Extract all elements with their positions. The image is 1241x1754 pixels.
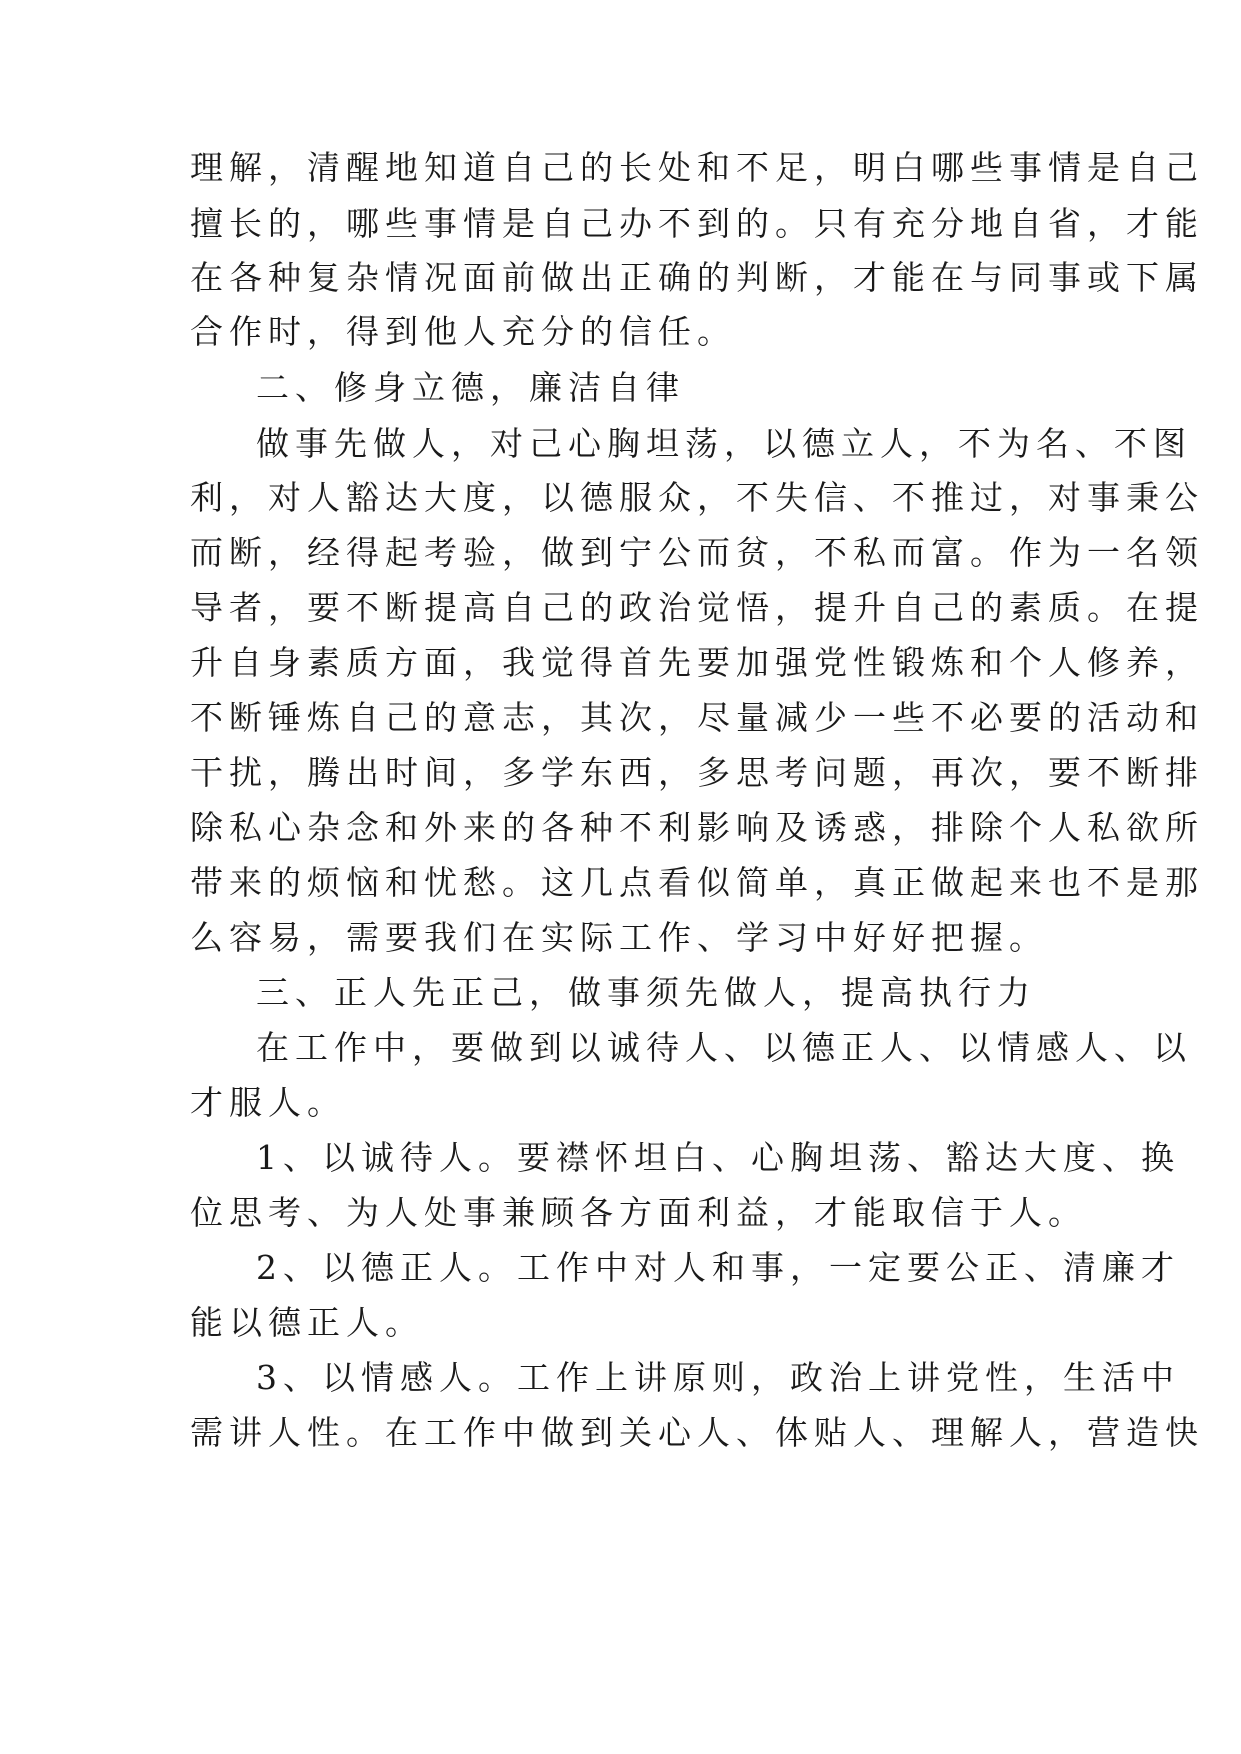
document-page xyxy=(190,0,1204,1754)
section-heading: 二、修身立德，廉洁自律 xyxy=(256,368,685,407)
text-line: 升自身素质方面，我觉得首先要加强党性锻炼和个人修养， xyxy=(190,643,1204,682)
text-line: 合作时，得到他人充分的信任。 xyxy=(190,312,736,351)
text-line: 导者，要不断提高自己的政治觉悟，提升自己的素质。在提 xyxy=(190,588,1204,627)
text-line: 能以德正人。 xyxy=(190,1303,424,1342)
text-line: 才服人。 xyxy=(190,1083,346,1122)
text-line: 么容易，需要我们在实际工作、学习中好好把握。 xyxy=(190,918,1048,957)
text-line: 做事先做人，对己心胸坦荡，以德立人，不为名、不图 xyxy=(256,424,1192,463)
text-line: 而断，经得起考验，做到宁公而贫，不私而富。作为一名领 xyxy=(190,533,1204,572)
section-heading: 三、正人先正己，做事须先做人，提高执行力 xyxy=(256,973,1036,1012)
text-line: 不断锤炼自己的意志，其次，尽量减少一些不必要的活动和 xyxy=(190,698,1204,737)
text-line: 需讲人性。在工作中做到关心人、体贴人、理解人，营造快 xyxy=(190,1413,1204,1452)
text-line: 除私心杂念和外来的各种不利影响及诱惑，排除个人私欲所 xyxy=(190,808,1204,847)
text-line: 位思考、为人处事兼顾各方面利益，才能取信于人。 xyxy=(190,1193,1087,1232)
text-line: 在工作中，要做到以诚待人、以德正人、以情感人、以 xyxy=(256,1028,1192,1067)
text-line: 干扰，腾出时间，多学东西，多思考问题，再次，要不断排 xyxy=(190,753,1204,792)
list-item-text: 3、以情感人。工作上讲原则，政治上讲党性，生活中 xyxy=(256,1358,1180,1397)
text-line: 利，对人豁达大度，以德服众，不失信、不推过，对事秉公 xyxy=(190,478,1204,517)
text-line: 擅长的，哪些事情是自己办不到的。只有充分地自省，才能 xyxy=(190,204,1204,243)
text-line: 带来的烦恼和忧愁。这几点看似简单，真正做起来也不是那 xyxy=(190,863,1204,902)
text-line: 在各种复杂情况面前做出正确的判断，才能在与同事或下属 xyxy=(190,258,1204,297)
text-line: 理解，清醒地知道自己的长处和不足，明白哪些事情是自己 xyxy=(190,148,1204,187)
list-item-text: 2、以德正人。工作中对人和事，一定要公正、清廉才 xyxy=(256,1248,1180,1287)
list-item-text: 1、以诚待人。要襟怀坦白、心胸坦荡、豁达大度、换 xyxy=(256,1138,1180,1177)
